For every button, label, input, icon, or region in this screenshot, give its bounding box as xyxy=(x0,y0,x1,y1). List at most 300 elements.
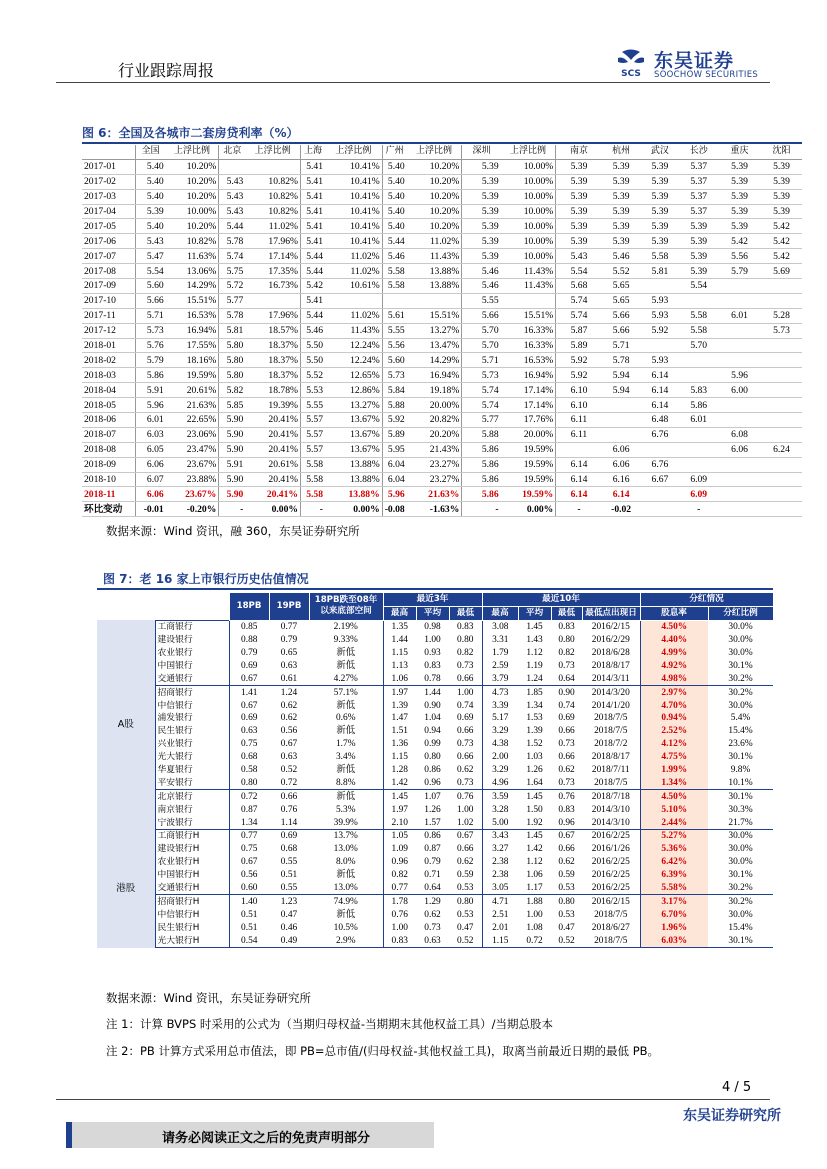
fig6-cell xyxy=(718,293,761,308)
fig6-cell: 6.16 xyxy=(602,472,641,487)
fig6-cell: 6.14 xyxy=(641,383,680,398)
fig6-row-label: 2018-04 xyxy=(82,383,135,398)
fig6-table-row xyxy=(82,472,802,487)
fig7-cell: 0.56 xyxy=(280,726,298,737)
fig6-row-label: 2017-10 xyxy=(82,293,135,308)
fig6-cell: 5.39 xyxy=(602,204,641,219)
logo-badge-icon xyxy=(614,48,648,80)
fig7-cell: 2014/1/20 xyxy=(582,699,640,712)
fig7-cell: 1.12 xyxy=(526,648,543,658)
fig6-cell: 23.47% xyxy=(166,442,219,457)
fig6-cell xyxy=(761,487,802,502)
fig7-cell: 0.62 xyxy=(449,856,482,869)
fig6-cell: 0.00% xyxy=(501,502,556,517)
fig6-table-row xyxy=(82,413,802,428)
fig7-cell: 2.19% xyxy=(309,620,383,633)
fig7-bank-name: 交通银行 xyxy=(155,672,229,685)
fig6-cell: - xyxy=(301,502,326,517)
fig6-cell: 14.29% xyxy=(166,279,219,294)
fig7-cell: 3.59 xyxy=(482,790,518,803)
fig7-cell: 1.42 xyxy=(526,844,543,855)
fig6-cell: 5.92 xyxy=(382,413,407,428)
fig7-cell: 0.96 xyxy=(424,777,441,788)
fig7-bank-name: 民生银行H xyxy=(155,921,229,934)
fig7-cell: 5.3% xyxy=(309,803,383,816)
fig6-cell: 5.39 xyxy=(462,234,501,249)
fig6-cell: 10.20% xyxy=(407,189,462,204)
fig6-cell xyxy=(382,293,407,308)
fig6-cell: 10.20% xyxy=(407,219,462,234)
fig6-cell: 5.40 xyxy=(135,174,166,189)
fig6-cell: 11.63% xyxy=(166,249,219,264)
fig7-bank-name: 光大银行H xyxy=(155,934,229,947)
fig6-cell: 10.82% xyxy=(245,174,300,189)
fig7-cell: 30.2% xyxy=(708,895,773,908)
fig6-cell: 5.47 xyxy=(135,249,166,264)
fig7-cell: 0.65 xyxy=(280,648,298,658)
fig7-cell: 2.38 xyxy=(492,857,509,868)
fig7-bank-name: 华夏银行 xyxy=(155,764,229,777)
fig6-table-row xyxy=(82,368,802,383)
fig6-cell: 17.14% xyxy=(501,398,556,413)
fig6-cell: 17.76% xyxy=(501,413,556,428)
fig6-cell: 6.76 xyxy=(641,457,680,472)
fig6-col-header: 上浮比例 xyxy=(325,145,382,159)
fig7-cell: 0.63 xyxy=(241,726,258,737)
fig7-cell: 0.93 xyxy=(424,648,441,658)
fig6-cell: 5.57 xyxy=(301,427,326,442)
fig7-cell: 0.73 xyxy=(558,660,575,671)
fig7-cell: 2018/7/18 xyxy=(582,790,640,803)
fig6-cell: 6.05 xyxy=(135,442,166,457)
fig7-cell: 1.45 xyxy=(518,790,551,803)
fig7-cell: 5.00 xyxy=(492,817,509,828)
fig7-cell: 1.15 xyxy=(482,934,518,947)
fig7-cell: 0.86 xyxy=(416,830,449,843)
logo-text-cn: 东吴证券 xyxy=(654,50,735,72)
fig6-cell: 5.28 xyxy=(761,308,802,323)
fig6-cell: 5.58 xyxy=(382,264,407,279)
fig6-cell xyxy=(761,472,802,487)
fig6-cell: 5.39 xyxy=(641,189,680,204)
fig6-row-label: 2017-08 xyxy=(82,264,135,279)
fig6-cell: 16.73% xyxy=(245,279,300,294)
fig7-cell: 1.40 xyxy=(229,895,269,908)
fig7-cell: 4.96 xyxy=(492,777,509,788)
fig6-col-header: 南京 xyxy=(556,145,602,159)
fig6-cell: 6.14 xyxy=(556,487,602,502)
fig6-cell: 5.39 xyxy=(602,219,641,234)
fig6-cell: 6.04 xyxy=(382,472,407,487)
fig6-cell: 6.03 xyxy=(135,427,166,442)
fig6-cell: 5.39 xyxy=(761,204,802,219)
fig6-cell: 5.74 xyxy=(556,293,602,308)
fig6-cell: 6.11 xyxy=(556,427,602,442)
fig7-cell: 0.56 xyxy=(241,870,258,881)
fig6-cell: 5.69 xyxy=(761,264,802,279)
fig7-cell: 3.17% xyxy=(640,895,708,908)
fig7-cell: 0.63 xyxy=(416,934,449,947)
fig7-cell: 9.33% xyxy=(309,634,383,647)
fig6-cell: 13.27% xyxy=(407,323,462,338)
fig7-cell: 1.09 xyxy=(391,844,408,855)
fig6-table-row xyxy=(82,487,802,502)
fig7-cell: 0.46 xyxy=(280,922,298,933)
fig7-cell: 0.49 xyxy=(269,934,309,947)
fig6-row-label: 2018-02 xyxy=(82,353,135,368)
fig6-cell: 19.18% xyxy=(407,383,462,398)
fig6-cell: -0.08 xyxy=(382,502,407,517)
fig6-cell: 12.24% xyxy=(325,338,382,353)
fig7-cell: 2018/8/17 xyxy=(582,659,640,672)
fig7-cell: 0.52 xyxy=(280,765,298,776)
fig6-cell xyxy=(602,427,641,442)
fig7-cell: 30.1% xyxy=(728,660,753,671)
fig6-cell xyxy=(641,279,680,294)
fig6-cell: 5.39 xyxy=(462,204,501,219)
fig6-cell: 23.27% xyxy=(407,457,462,472)
fig6-cell: 13.67% xyxy=(325,413,382,428)
fig7-cell: 0.83 xyxy=(551,620,582,633)
hdr-18pb: 18PB xyxy=(229,593,269,621)
fig7-bank-name: 兴业银行 xyxy=(155,738,229,751)
fig6-cell: 5.74 xyxy=(219,249,246,264)
fig7-cell: 0.79 xyxy=(424,857,441,868)
fig6-cell: 5.44 xyxy=(382,234,407,249)
fig7-cell: 3.31 xyxy=(492,635,509,646)
fig7-cell: 30.1% xyxy=(708,934,773,947)
fig6-cell: 5.92 xyxy=(556,368,602,383)
fig7-cell: 0.75 xyxy=(241,739,258,750)
fig7-cell: 13.7% xyxy=(309,830,383,843)
fig7-cell: 1.7% xyxy=(309,738,383,751)
fig6-cell: 5.39 xyxy=(462,189,501,204)
fig6-cell: - xyxy=(219,502,246,517)
fig6-cell xyxy=(641,487,680,502)
fig6-cell: 6.10 xyxy=(556,383,602,398)
fig7-cell: 39.9% xyxy=(309,816,383,829)
hdr-recent3: 最近3年 xyxy=(383,593,482,607)
fig7-cell: 2016/1/26 xyxy=(582,843,640,856)
fig7-cell: 0.80 xyxy=(424,752,441,763)
hdr-dividend: 分红情况 xyxy=(640,593,773,607)
hdr-r3-low: 最低 xyxy=(449,606,482,620)
fig7-cell: 0.67 xyxy=(280,739,298,750)
fig7-cell: 15.4% xyxy=(728,726,753,737)
fig6-cell: 5.39 xyxy=(641,204,680,219)
fig7-cell: 0.68 xyxy=(280,844,298,855)
fig6-cell: 5.70 xyxy=(462,323,501,338)
fig6-cell xyxy=(761,383,802,398)
fig6-cell: 19.59% xyxy=(501,442,556,457)
fig7-table-row xyxy=(97,934,773,947)
fig6-row-label: 环比变动 xyxy=(82,502,135,517)
fig6-cell: 20.61% xyxy=(245,457,300,472)
fig6-cell xyxy=(718,487,761,502)
fig6-table-row xyxy=(82,189,802,204)
fig6-cell: 5.39 xyxy=(135,204,166,219)
fig6-cell: 5.93 xyxy=(641,353,680,368)
fig7-cell: 1.51 xyxy=(391,726,408,737)
fig6-cell: 15.51% xyxy=(407,308,462,323)
fig6-cell: 17.55% xyxy=(166,338,219,353)
fig7-cell: 2.44% xyxy=(640,816,708,829)
fig7-cell: 4.98% xyxy=(640,672,708,685)
fig6-cell: 5.39 xyxy=(718,189,761,204)
fig6-cell: 5.46 xyxy=(462,279,501,294)
fig7-cell: 0.55 xyxy=(280,857,298,868)
fig7-cell: 6.70% xyxy=(640,908,708,921)
fig7-cell: 4.99% xyxy=(640,647,708,660)
disclaimer-banner xyxy=(66,1122,434,1148)
fig6-row-label: 2018-11 xyxy=(82,487,135,502)
hdr-ratio: 分红比例 xyxy=(708,606,773,620)
fig6-table-row xyxy=(82,398,802,413)
fig7-cell: 0.63 xyxy=(280,752,298,763)
fig7-cell: 1.78 xyxy=(383,895,416,908)
fig7-cell: 0.69 xyxy=(269,830,309,843)
fig7-cell: 1.06 xyxy=(526,870,543,881)
fig7-cell: 0.55 xyxy=(280,883,298,894)
fig6-table-row xyxy=(82,502,802,517)
fig6-cell: 11.02% xyxy=(407,234,462,249)
fig6-col-header: 全国 xyxy=(135,145,166,159)
fig6-cell: 5.43 xyxy=(219,174,246,189)
fig7-cell: 1.97 xyxy=(391,804,408,815)
fig7-cell: 2018/7/5 xyxy=(582,776,640,789)
fig7-bank-name: 工商银行H xyxy=(155,830,229,843)
fig7-cell: 0.54 xyxy=(229,934,269,947)
fig6-cell: 5.39 xyxy=(641,174,680,189)
fig6-cell: 5.44 xyxy=(301,308,326,323)
fig7-cell: 新低 xyxy=(309,790,383,803)
fig6-cell: 5.60 xyxy=(135,279,166,294)
fig7-cell: 3.29 xyxy=(492,726,509,737)
fig6-cell: 5.39 xyxy=(556,234,602,249)
fig7-cell: 2018/6/27 xyxy=(582,921,640,934)
fig6-cell: 5.37 xyxy=(679,174,718,189)
fig6-col-header: 上浮比例 xyxy=(407,145,462,159)
fig7-cell: 1.50 xyxy=(526,804,543,815)
fig7-cell: 0.80 xyxy=(558,635,575,646)
fig7-cell: 3.27 xyxy=(492,844,509,855)
fig7-cell: 0.76 xyxy=(551,790,582,803)
fig7-cell: 1.57 xyxy=(424,817,441,828)
fig6-row-label: 2017-03 xyxy=(82,189,135,204)
fig6-cell: 12.86% xyxy=(325,383,382,398)
fig6-cell: 5.91 xyxy=(135,383,166,398)
fig6-cell: 19.59% xyxy=(501,487,556,502)
fig7-cell: 4.12% xyxy=(640,738,708,751)
fig6-col-header: 长沙 xyxy=(679,145,718,159)
fig7-cell: 0.76 xyxy=(391,909,408,920)
fig7-bank-name: 中信银行H xyxy=(155,908,229,921)
fig7-cell: 0.80 xyxy=(449,895,482,908)
fig7-cell: 0.69 xyxy=(558,713,575,724)
fig6-cell: 5.90 xyxy=(219,427,246,442)
fig6-cell: 0.00% xyxy=(325,502,382,517)
fig6-row-label: 2017-12 xyxy=(82,323,135,338)
fig7-cell: 0.82 xyxy=(558,648,575,658)
fig7-bank-name: 光大银行 xyxy=(155,751,229,764)
fig7-cell: 1.99% xyxy=(640,764,708,777)
fig6-cell: 5.68 xyxy=(556,279,602,294)
fig6-cell: 5.58 xyxy=(679,308,718,323)
fig7-bank-name: 招商银行 xyxy=(155,686,229,699)
fig6-cell: 5.40 xyxy=(382,219,407,234)
fig7-cell: 0.69 xyxy=(241,713,258,724)
fig6-cell: 5.46 xyxy=(382,249,407,264)
fig6-cell: 5.54 xyxy=(556,264,602,279)
fig7-cell: 5.27% xyxy=(640,830,708,843)
fig6-cell: 10.00% xyxy=(501,249,556,264)
fig7-cell: 1.43 xyxy=(526,635,543,646)
fig6-cell: 6.07 xyxy=(135,472,166,487)
fig6-cell: 11.02% xyxy=(325,264,382,279)
fig6-col-header: 杭州 xyxy=(602,145,641,159)
fig7-cell: 1.41 xyxy=(229,686,269,699)
fig6-cell: 21.63% xyxy=(407,487,462,502)
fig7-cell: 4.75% xyxy=(640,751,708,764)
fig6-table-row xyxy=(82,308,802,323)
fig6-cell xyxy=(641,442,680,457)
fig6-cell: 10.41% xyxy=(325,219,382,234)
fig7-cell: 0.51 xyxy=(241,922,258,933)
fig6-cell: 5.90 xyxy=(219,442,246,457)
fig7-cell: 2018/7/11 xyxy=(582,764,640,777)
fig7-cell: 0.53 xyxy=(558,883,575,894)
fig7-cell: 8.8% xyxy=(309,776,383,789)
fig7-bank-name: 农业银行H xyxy=(155,856,229,869)
fig7-cell: 1.12 xyxy=(526,857,543,868)
fig7-cell: 1.00 xyxy=(449,686,482,699)
fig7-cell: 0.72 xyxy=(229,790,269,803)
fig6-cell: 6.09 xyxy=(679,487,718,502)
fig6-cell: 5.37 xyxy=(679,159,718,174)
fig7-cell: 4.92% xyxy=(640,659,708,672)
fig7-cell: 0.62 xyxy=(280,713,298,724)
fig6-cell xyxy=(641,338,680,353)
fig6-cell xyxy=(718,502,761,517)
fig6-cell: 5.46 xyxy=(602,249,641,264)
fig6-cell: 20.20% xyxy=(407,427,462,442)
fig6-source: 数据来源：Wind 资讯，融 360，东吴证券研究所 xyxy=(106,524,360,538)
fig6-cell: 20.61% xyxy=(166,383,219,398)
fig6-cell: 5.39 xyxy=(556,174,602,189)
fig6-cell: 5.58 xyxy=(301,487,326,502)
fig6-cell xyxy=(718,413,761,428)
fig7-cell: 1.00 xyxy=(391,922,408,933)
fig6-cell: 5.93 xyxy=(641,293,680,308)
fig6-cell: 5.50 xyxy=(301,338,326,353)
fig6-cell: 5.84 xyxy=(382,383,407,398)
fig6-cell: 5.39 xyxy=(718,204,761,219)
fig6-cell: 5.58 xyxy=(679,323,718,338)
fig6-cell: 5.85 xyxy=(219,398,246,413)
fig7-cell: 3.05 xyxy=(492,883,509,894)
fig6-cell: 5.89 xyxy=(382,427,407,442)
fig6-cell: 5.66 xyxy=(602,308,641,323)
fig7-cell: 1.29 xyxy=(416,895,449,908)
fig7-cell: 3.29 xyxy=(492,765,509,776)
fig6-cell: 11.43% xyxy=(325,323,382,338)
fig6-cell: 5.86 xyxy=(462,457,501,472)
fig6-cell: 17.14% xyxy=(501,383,556,398)
fig6-cell: 5.39 xyxy=(602,159,641,174)
fig7-cell: 1.15 xyxy=(391,648,408,658)
fig6-cell: 5.55 xyxy=(462,293,501,308)
fig6-cell: 5.39 xyxy=(602,174,641,189)
fig7-cell: 30.2% xyxy=(728,883,753,894)
fig6-cell: 6.06 xyxy=(602,442,641,457)
fig6-cell: 5.41 xyxy=(301,293,326,308)
fig7-cell: 2.51 xyxy=(492,909,509,920)
fig6-col-header: 上海 xyxy=(301,145,326,159)
fig7-cell: 0.73 xyxy=(449,776,482,789)
fig7-cell: 2016/2/15 xyxy=(582,620,640,633)
fig7-cell: 3.28 xyxy=(492,804,509,815)
fig7-cell: 0.79 xyxy=(280,635,298,646)
fig7-cell: 4.50% xyxy=(640,790,708,803)
fig7-cell: 2.97% xyxy=(640,686,708,699)
fig7-cell: 5.10% xyxy=(640,803,708,816)
fig6-cell: 5.44 xyxy=(301,249,326,264)
fig6-cell: 6.00 xyxy=(718,383,761,398)
fig7-cell: 新低 xyxy=(309,647,383,660)
fig6-header-row xyxy=(82,145,802,159)
fig7-cell: 1.24 xyxy=(526,673,543,684)
fig6-cell: 5.39 xyxy=(556,159,602,174)
page-number: 4 / 5 xyxy=(722,1080,752,1095)
fig7-source: 数据来源：Wind 资讯，东吴证券研究所 xyxy=(106,991,312,1005)
hdr-r10-high: 最高 xyxy=(482,606,518,620)
fig7-cell: 1.88 xyxy=(518,895,551,908)
fig6-row-label: 2018-01 xyxy=(82,338,135,353)
fig7-cell: 0.96 xyxy=(391,857,408,868)
fig7-cell: 30.1% xyxy=(728,752,753,763)
fig7-cell: 0.62 xyxy=(449,764,482,777)
fig7-cell: 9.8% xyxy=(730,765,751,776)
fig6-cell: 5.74 xyxy=(462,398,501,413)
fig6-cell: 10.20% xyxy=(166,189,219,204)
fig7-header-row-1 xyxy=(97,593,773,607)
fig7-bank-name: 招商银行H xyxy=(155,895,229,908)
fig6-col-header: 广州 xyxy=(382,145,407,159)
fig6-table-row xyxy=(82,264,802,279)
fig7-cell: 0.68 xyxy=(241,752,258,763)
fig6-cell: 5.39 xyxy=(641,159,680,174)
fig6-cell: 5.40 xyxy=(382,159,407,174)
fig7-bank-name: 中国银行 xyxy=(155,659,229,672)
fig6-cell: 19.59% xyxy=(501,472,556,487)
fig6-cell: 6.01 xyxy=(718,308,761,323)
fig6-cell xyxy=(501,293,556,308)
fig7-table-row xyxy=(97,686,773,699)
fig6-cell: 10.82% xyxy=(166,234,219,249)
fig7-table-row xyxy=(97,843,773,856)
footer-rule xyxy=(56,1099,770,1100)
fig6-cell: 5.43 xyxy=(219,189,246,204)
fig7-cell: 15.4% xyxy=(728,922,753,933)
fig6-table-row xyxy=(82,383,802,398)
fig7-cell: 30.3% xyxy=(728,804,753,815)
fig6-cell xyxy=(761,413,802,428)
fig6-cell: 18.37% xyxy=(245,338,300,353)
fig7-cell: 2018/6/28 xyxy=(582,647,640,660)
fig6-cell: 5.74 xyxy=(462,383,501,398)
fig7-bank-name: 民生银行 xyxy=(155,725,229,738)
fig7-cell: 13.0% xyxy=(309,882,383,895)
